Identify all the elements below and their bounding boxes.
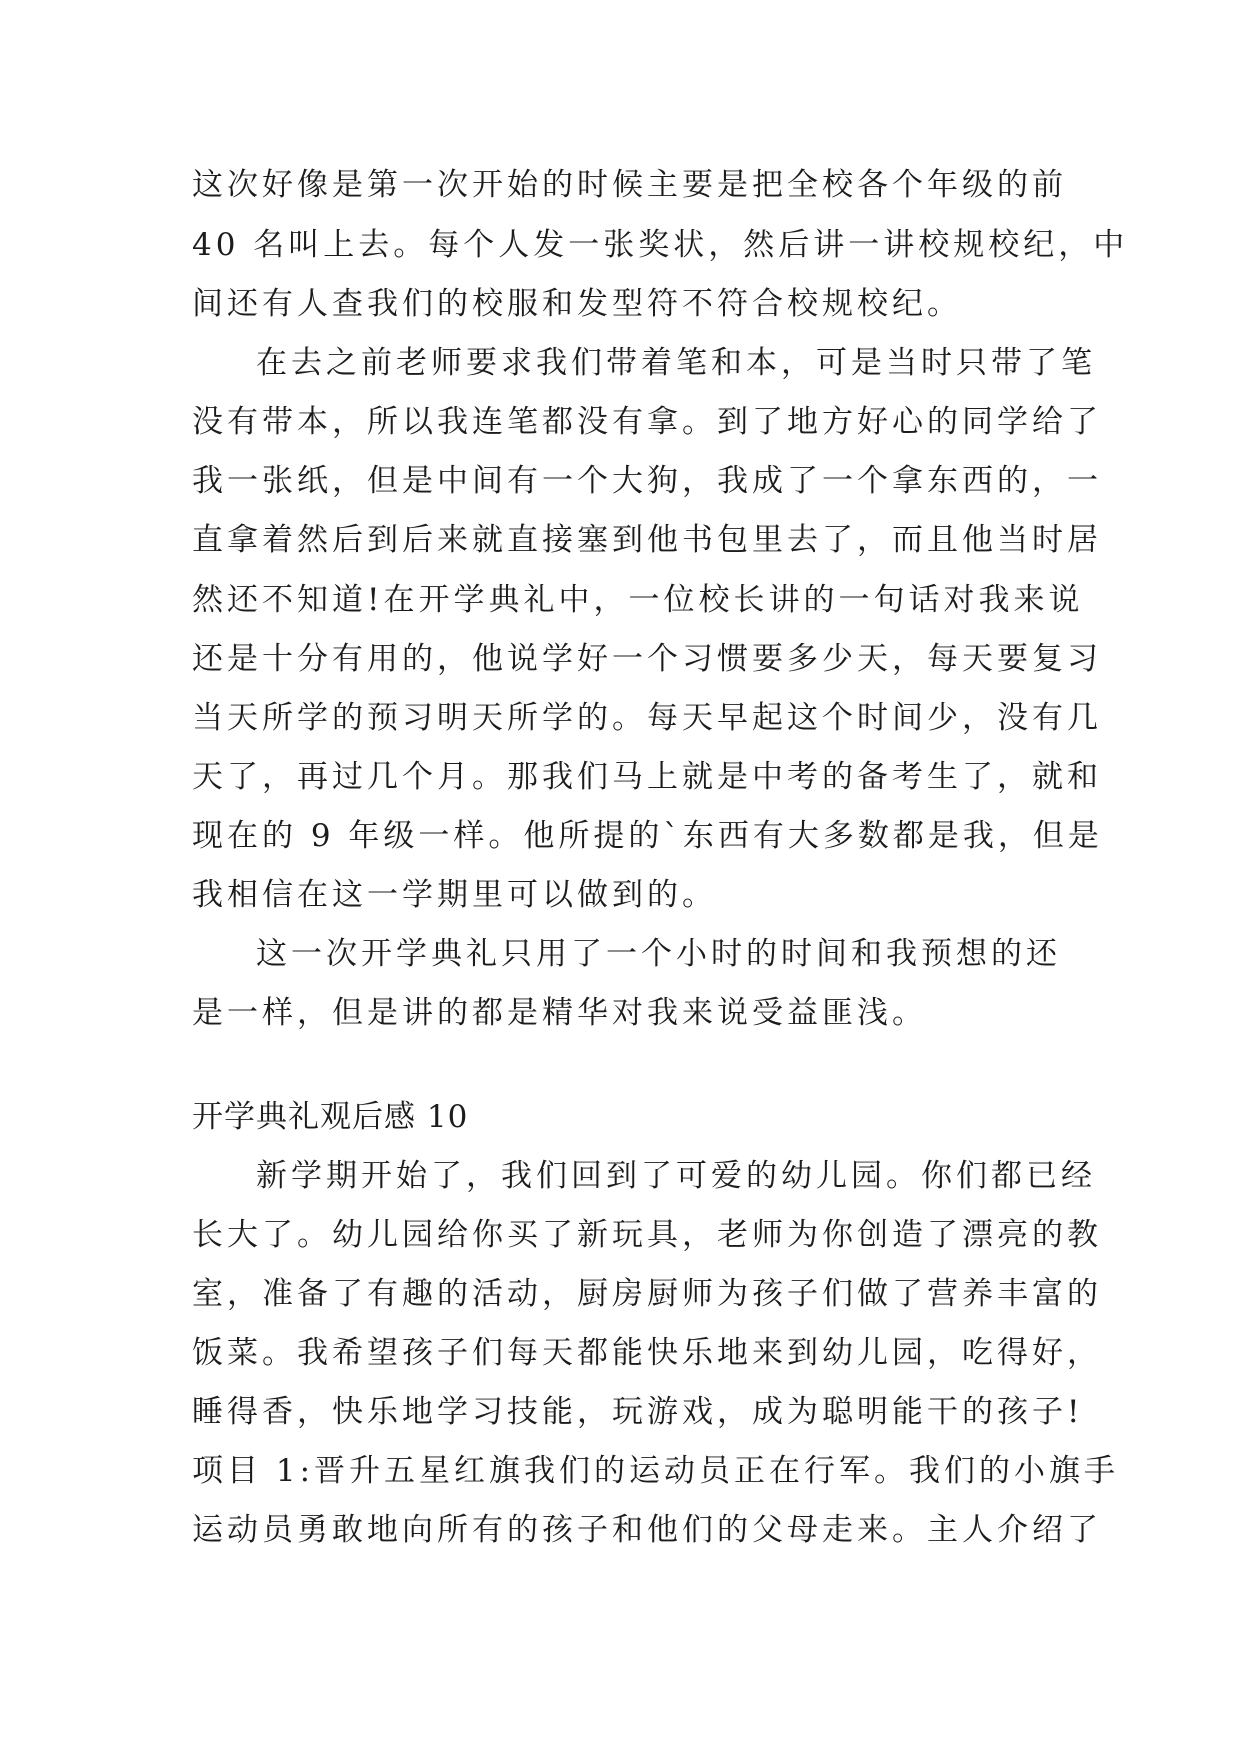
body-line: 间还有人查我们的校服和发型符不符合校规校纪。 bbox=[192, 286, 962, 322]
body-line: 我一张纸，但是中间有一个大狗，我成了一个拿东西的，一 bbox=[192, 463, 1102, 499]
body-line: 长大了。幼儿园给你买了新玩具，老师为你创造了漂亮的教 bbox=[192, 1217, 1102, 1253]
body-line: 运动员勇敢地向所有的孩子和他们的父母走来。主人介绍了 bbox=[192, 1512, 1102, 1548]
paragraph-start-line: 新学期开始了，我们回到了可爱的幼儿园。你们都已经 bbox=[256, 1158, 1096, 1194]
body-line: 天了，再过几个月。那我们马上就是中考的备考生了，就和 bbox=[192, 759, 1102, 795]
body-line: 我相信在这一学期里可以做到的。 bbox=[192, 877, 717, 913]
body-line: 直拿着然后到后来就直接塞到他书包里去了，而且他当时居 bbox=[192, 522, 1102, 558]
body-line: 饭菜。我希望孩子们每天都能快乐地来到幼儿园，吃得好， bbox=[192, 1335, 1102, 1371]
body-line: 没有带本，所以我连笔都没有拿。到了地方好心的同学给了 bbox=[192, 404, 1102, 440]
body-line: 还是十分有用的，他说学好一个习惯要多少天，每天要复习 bbox=[192, 641, 1102, 677]
body-line: 当天所学的预习明天所学的。每天早起这个时间少，没有几 bbox=[192, 700, 1102, 736]
body-line: 40 名叫上去。每个人发一张奖状，然后讲一讲校规校纪，中 bbox=[192, 227, 1129, 263]
paragraph-start-line: 在去之前老师要求我们带着笔和本，可是当时只带了笔 bbox=[256, 345, 1096, 381]
body-line: 项目 1:晋升五星红旗我们的运动员正在行军。我们的小旗手 bbox=[192, 1453, 1120, 1489]
body-line: 室，准备了有趣的活动，厨房厨师为孩子们做了营养丰富的 bbox=[192, 1276, 1102, 1312]
body-line: 睡得香，快乐地学习技能，玩游戏，成为聪明能干的孩子! bbox=[192, 1394, 1084, 1430]
body-line: 这次好像是第一次开始的时候主要是把全校各个年级的前 bbox=[192, 167, 1067, 203]
body-line: 是一样，但是讲的都是精华对我来说受益匪浅。 bbox=[192, 995, 927, 1031]
section-title: 开学典礼观后感 10 bbox=[192, 1099, 469, 1135]
body-line: 然还不知道!在开学典礼中，一位校长讲的一句话对我来说 bbox=[192, 582, 1084, 618]
paragraph-start-line: 这一次开学典礼只用了一个小时的时间和我预想的还 bbox=[256, 936, 1061, 972]
body-line: 现在的 9 年级一样。他所提的`东西有大多数都是我，但是 bbox=[192, 818, 1103, 854]
